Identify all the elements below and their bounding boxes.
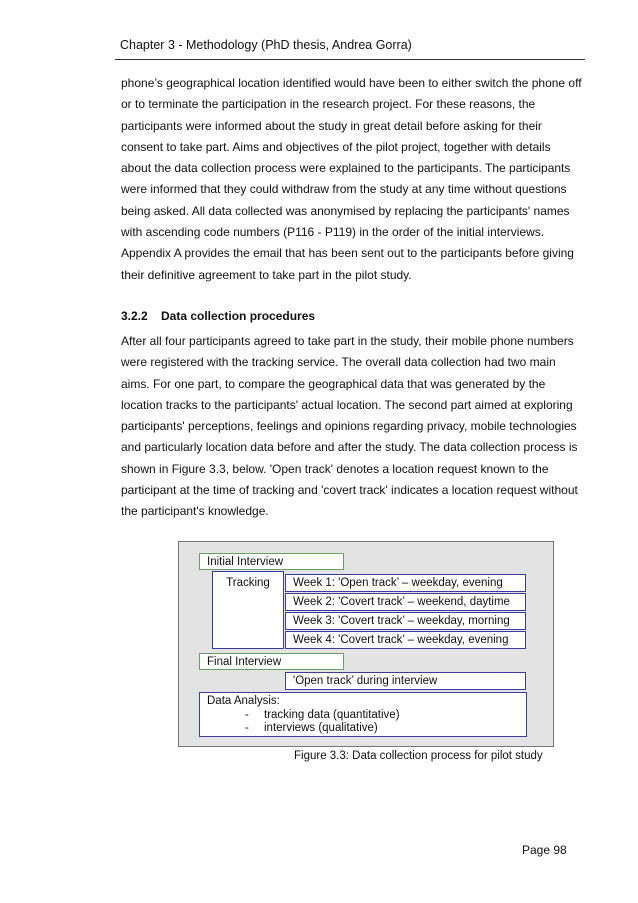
analysis-title: Data Analysis: — [207, 695, 280, 707]
running-header: Chapter 3 - Methodology (PhD thesis, Andrea Gorra) — [120, 38, 412, 52]
analysis-item-text: interviews (qualitative) — [264, 722, 378, 734]
figure-caption: Figure 3.3: Data collection process for pilot study — [294, 750, 543, 762]
paragraph-consent: phone’s geographical location identified would have been to either switch the phone off or to terminate the participation in the research project. For these reasons, the participants were informed about the study in great detail before asking for their consent to take part. Aims and objectives of the pilot project, together with details about the data collection process were explained to the participants. The participants were informed that they could withdraw from the study at any time without questions being asked. All data collected was anonymised by replacing the participants' names with ascending code numbers (P116 - P119) in the order of the initial interviews. Appendix A provides the email that has been sent out to the participants before giving their definitive agreement to take part in the pilot study. — [121, 76, 582, 282]
analysis-item — [207, 722, 519, 736]
paragraph-procedures: After all four participants agreed to take part in the study, their mobile phone numbers were registered with the tracking service. The overall data collection had two main aims. For one part, to compare the geographical data that was generated by the location tracks to the participants' actual location. The second part aimed at exploring participants' perceptions, feelings and opinions regarding privacy, mobile technologies and particularly location data before and after the study. The data collection process is shown in Figure 3.3, below. 'Open track' denotes a location request known to the participant at the time of tracking and 'covert track' indicates a location request without the participant's knowledge. — [121, 334, 578, 519]
initial-interview-box: Initial Interview — [199, 553, 344, 570]
week-2-box: Week 2: 'Covert track’ – weekend, daytime — [285, 593, 526, 611]
bullet-dash: - — [245, 722, 249, 734]
tracking-box: Tracking — [212, 571, 284, 649]
final-interview-box: Final Interview — [199, 653, 344, 670]
open-track-interview-box: 'Open track’ during interview — [285, 672, 526, 690]
week-1-box: Week 1: 'Open track’ – weekday, evening — [285, 574, 526, 592]
section-title: Data collection procedures — [161, 309, 316, 323]
analysis-item-text: tracking data (quantitative) — [264, 708, 400, 721]
analysis-item — [207, 709, 519, 723]
header-rule — [115, 59, 585, 60]
week-3-box: Week 3: 'Covert track’ – weekday, morning — [285, 612, 526, 630]
page-number: Page 98 — [522, 843, 567, 857]
week-4-box: Week 4: 'Covert track’ – weekday, evening — [285, 631, 526, 649]
data-analysis-box — [199, 692, 527, 737]
bullet-dash: - — [245, 708, 249, 721]
section-heading — [121, 309, 315, 323]
section-number: 3.2.2 — [121, 309, 148, 323]
